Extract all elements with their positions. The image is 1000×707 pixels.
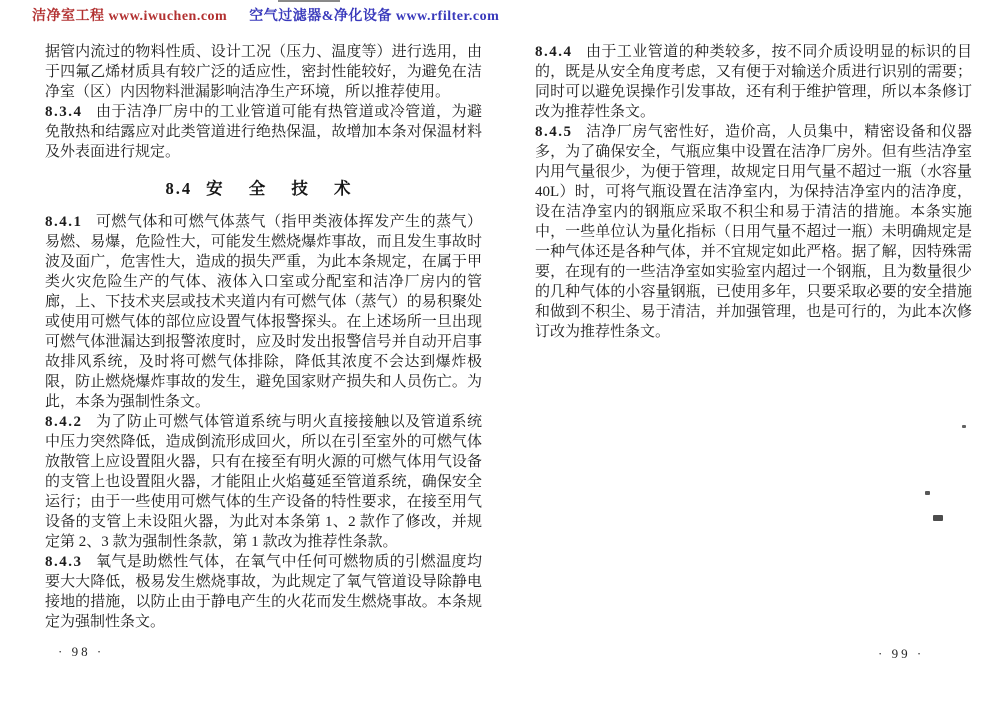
section-heading-number: 8.4 xyxy=(165,179,193,198)
paragraph-text: 氧气是助燃性气体，在氧气中任何可燃物质的引燃温度均要大大降低，极易发生燃烧事故，为此规定了氧气管道设导除静电接地的措施，以防止由于静电产生的火花而发生燃烧事故。本条规定为强制性条文。 xyxy=(45,554,482,630)
paragraph-text: 由于工业管道的种类较多，按不同介质设明显的标识的目的，既是从安全角度考虑，又有便于对输送介质进行识别的需要；同时可以避免误操作引发事故，还有利于维护管理，所以本条修订改为推荐性条文。 xyxy=(535,44,972,120)
clause-number: 8.4.1 xyxy=(45,214,83,230)
page-98-column xyxy=(45,42,482,632)
clause-number: 8.4.4 xyxy=(535,44,573,60)
page-number-98: · 98 · xyxy=(58,644,105,659)
section-heading-8-4 xyxy=(45,179,482,199)
clause-number: 8.3.4 xyxy=(45,104,83,120)
paragraph-text: 由于洁净厂房中的工业管道可能有热管道或冷管道，为避免散热和结露应对此类管道进行绝热保温，故增加本条对保温材料及外表面进行规定。 xyxy=(45,104,482,160)
paragraph-text: 为了防止可燃气体管道系统与明火直接接触以及管道系统中压力突然降低，造成倒流形成回火，所以在引至室外的可燃气体放散管上应设置阻火器，只有在接至有明火源的可燃气体用气设备的支管上也设置阻火器，才能阻止火焰蔓延至管道系统，确保安全运行；由于一些使用可燃气体的生产设备的特性要求，在接至用气设备的支管上未设阻火器，为此对本条第 1、2 款作了修改，并规定第 2、3 款为强制性条款，第 1 款改为推荐性条款。 xyxy=(45,414,482,550)
clause-number: 8.4.3 xyxy=(45,554,83,570)
paragraph-8-4-5 xyxy=(535,122,972,342)
scan-artifact-speck xyxy=(925,491,930,495)
paragraph-8-4-2 xyxy=(45,412,482,552)
section-heading-title: 安 全 技 术 xyxy=(206,179,362,198)
paragraph-continuation xyxy=(45,42,482,102)
paragraph-8-4-3 xyxy=(45,552,482,632)
paragraph-8-3-4 xyxy=(45,102,482,162)
paragraph-8-4-1 xyxy=(45,212,482,412)
scan-artifact-speck xyxy=(962,425,966,428)
page-number-99: · 99 · xyxy=(878,646,925,661)
watermark-left-text: 洁净室工程 www.iwuchen.com xyxy=(32,9,228,24)
watermark-right-text: 空气过滤器&净化设备 www.rfilter.com xyxy=(249,9,500,24)
page-99-column xyxy=(535,42,972,342)
paragraph-text: 据管内流过的物料性质、设计工况（压力、温度等）进行选用，由于四氟乙烯材质具有较广泛的适应性，密封性能较好，为避免在洁净室（区）内因物料泄漏影响洁净生产环境，所以推荐使用。 xyxy=(45,44,482,100)
clause-number: 8.4.5 xyxy=(535,124,573,140)
paragraph-8-4-4 xyxy=(535,42,972,122)
paragraph-text: 可燃气体和可燃气体蒸气（指甲类液体挥发产生的蒸气）易燃、易爆，危险性大，可能发生燃烧爆炸事故，而且发生事故时波及面广，危害性大，造成的损失严重，为此本条规定，在属于甲类火灾危险生产的气体、液体入口室或分配室和洁净厂房内的管廊，上、下技术夹层或技术夹道内有可燃气体（蒸气）的易积聚处或使用可燃气体的部位应设置气体报警探头。在上述场所一旦出现可燃气体泄漏达到报警浓度时，应及时发出报警信号并自动开启事故排风系统，及时将可燃气体排除，降低其浓度不会达到爆炸极限，防止燃烧爆炸事故的发生，避免国家财产损失和人员伤亡。为此，本条为强制性条文。 xyxy=(45,214,482,410)
clause-number: 8.4.2 xyxy=(45,414,83,430)
scan-artifact-speck xyxy=(933,515,943,521)
paragraph-text: 洁净厂房气密性好，造价高，人员集中，精密设备和仪器多，为了确保安全，气瓶应集中设置在洁净厂房外。但有些洁净室内用气量很少，为便于管理，故规定日用气量不超过一瓶（水容量40L）时，可将气瓶设置在洁净室内，为保持洁净室内的洁净度，设在洁净室内的钢瓶应采取不积尘和易于清洁的措施。本条实施中，一些单位认为量化指标（日用气量不超过一瓶）未明确规定是一种气体还是各种气体，并不宜规定如此严格。据了解，因特殊需要，在现有的一些洁净室如实验室内超过一个钢瓶，且为数量很少的几种气体的小容量钢瓶，已使用多年，只要采取必要的安全措施和做到不积尘、易于清洁，并加强管理，也是可行的，为此本次修订改为推荐性条文。 xyxy=(535,124,972,340)
watermark-header xyxy=(32,8,499,26)
scan-artifact-top-line xyxy=(278,0,340,2)
